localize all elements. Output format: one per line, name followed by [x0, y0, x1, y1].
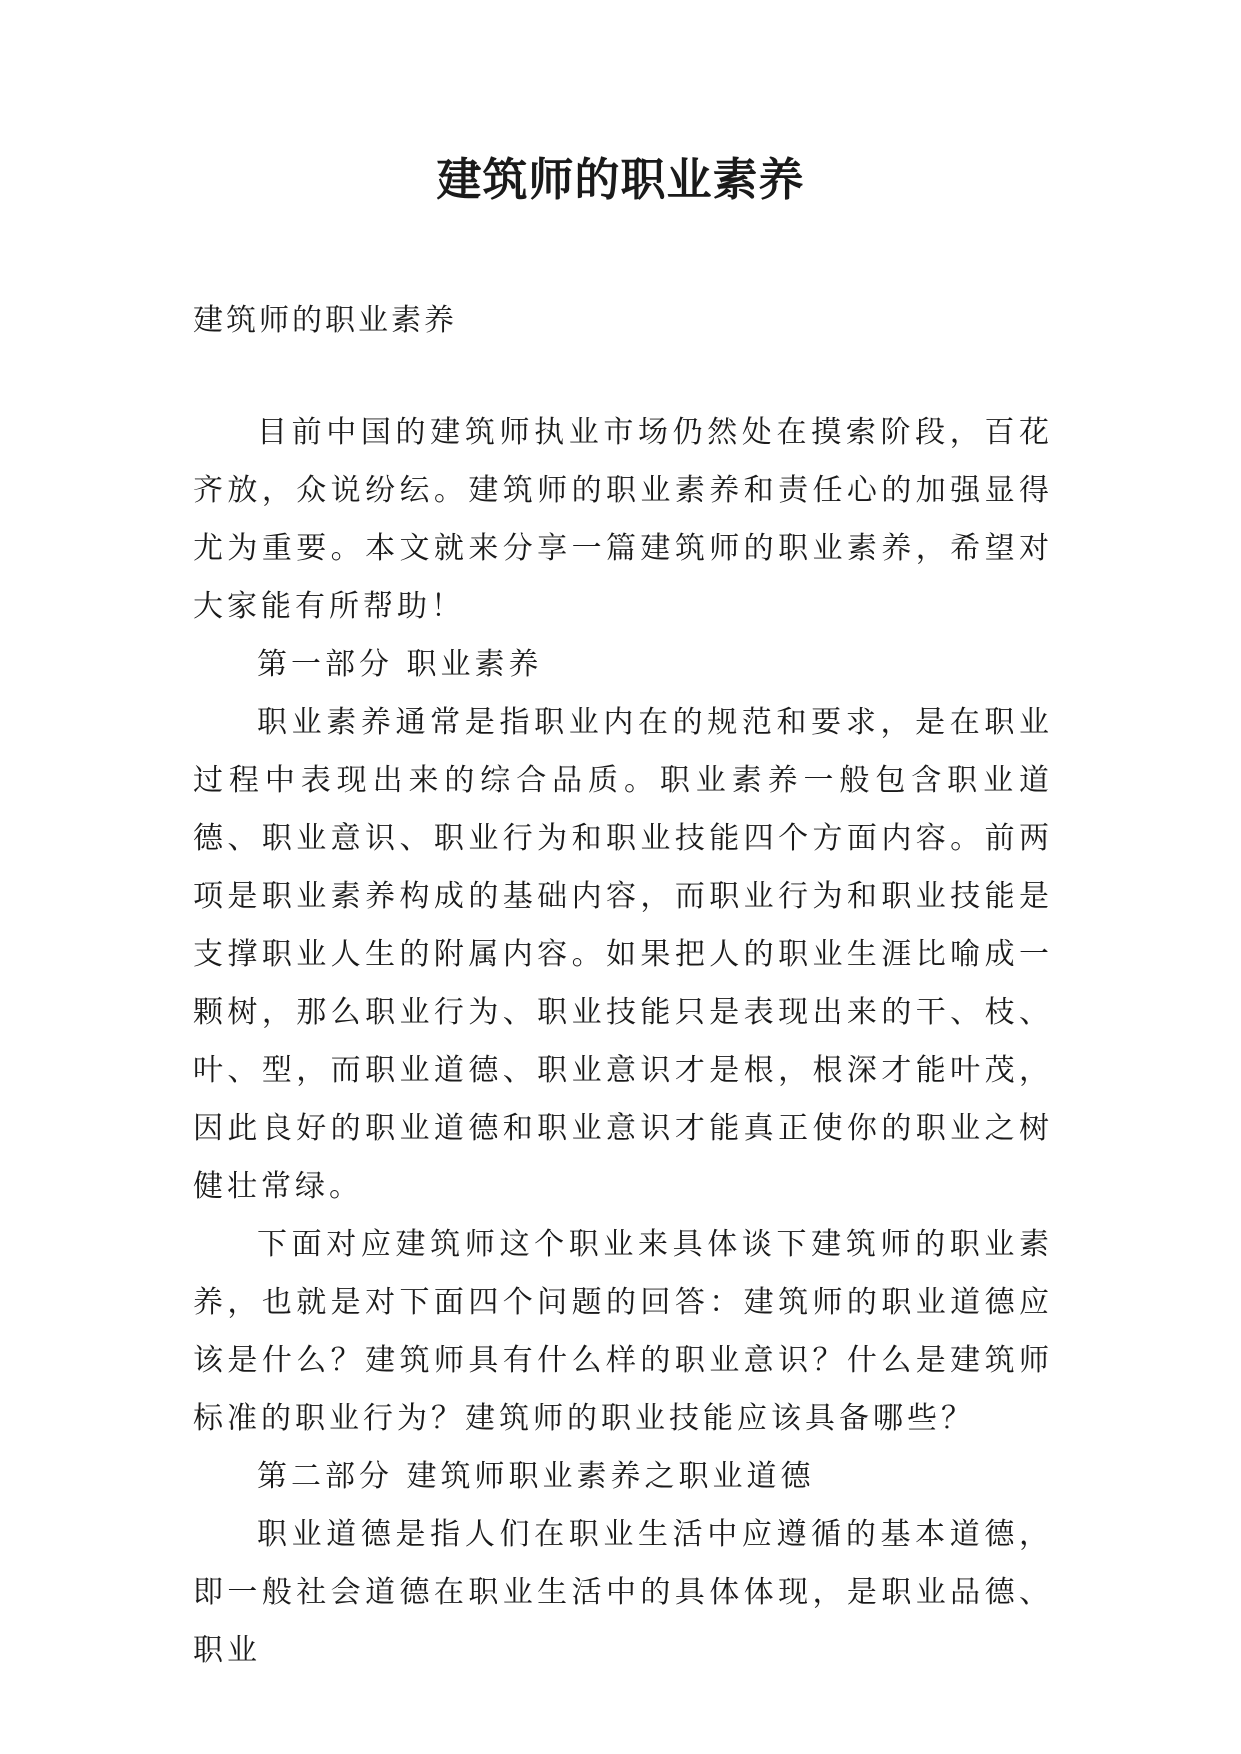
body-paragraph: 职业道德是指人们在职业生活中应遵循的基本道德，即一般社会道德在职业生活中的具体体现，是职业品德、职业 — [193, 1517, 1053, 1668]
intro-paragraph: 目前中国的建筑师执业市场仍然处在摸索阶段，百花齐放，众说纷纭。建筑师的职业素养和责任心的加强显得尤为重要。本文就来分享一篇建筑师的职业素养，希望对大家能有所帮助！ — [193, 415, 1053, 624]
document-body — [193, 404, 1053, 1680]
document-title: 建筑师的职业素养 — [436, 153, 805, 206]
body-paragraph: 下面对应建筑师这个职业来具体谈下建筑师的职业素养，也就是对下面四个问题的回答：建筑师的职业道德应该是什么？建筑师具有什么样的职业意识？什么是建筑师标准的职业行为？建筑师的职业技能应该具备哪些？ — [193, 1227, 1053, 1436]
document-subtitle: 建筑师的职业素养 — [193, 303, 457, 338]
section-heading-part-one: 第一部分 职业素养 — [257, 647, 543, 682]
section-heading-part-two: 第二部分 建筑师职业素养之职业道德 — [257, 1459, 815, 1494]
body-paragraph: 职业素养通常是指职业内在的规范和要求，是在职业过程中表现出来的综合品质。职业素养一般包含职业道德、职业意识、职业行为和职业技能四个方面内容。前两项是职业素养构成的基础内容，而职业行为和职业技能是支撑职业人生的附属内容。如果把人的职业生涯比喻成一颗树，那么职业行为、职业技能只是表现出来的干、枝、叶、型，而职业道德、职业意识才是根，根深才能叶茂，因此良好的职业道德和职业意识才能真正使你的职业之树健壮常绿。 — [193, 705, 1053, 1204]
